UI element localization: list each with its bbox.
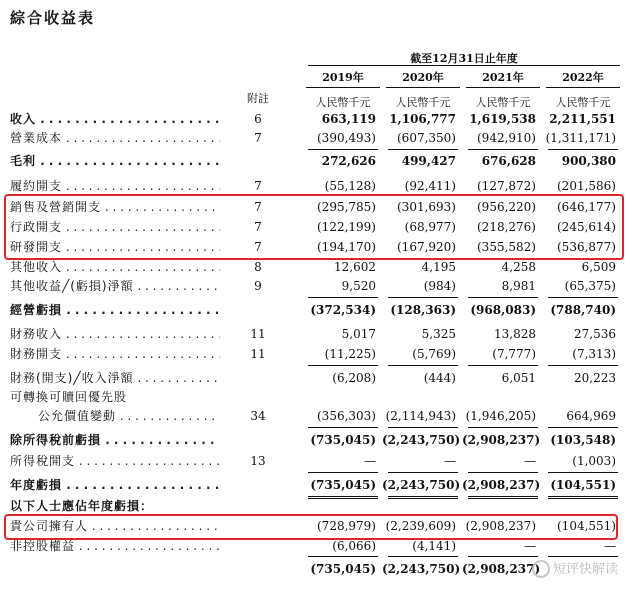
cell-2021: (7,777) (492, 347, 536, 361)
cell-2019: (55,128) (324, 179, 376, 193)
row-label: 可轉換可贖回優先股 (10, 390, 128, 404)
cell-2019: — (364, 454, 376, 468)
cell-2019: 12,602 (334, 260, 376, 274)
cell-2020: (2,114,943) (385, 409, 456, 423)
subtotal-rule (308, 365, 378, 366)
subtotal-rule (388, 297, 458, 298)
subtotal-rule (468, 472, 538, 473)
cell-2020: (167,920) (397, 240, 456, 254)
cell-2019: (11,225) (324, 347, 376, 361)
row-label: 除所得稅前虧損 . . . (10, 431, 220, 449)
cell-2019: (390,493) (317, 131, 376, 145)
unit-label: 人民幣千元 (315, 96, 371, 109)
cell-2021: 1,619,538 (469, 112, 536, 126)
cell-2022: (646,177) (557, 200, 616, 214)
row-label: 經營虧損 . . . (10, 301, 220, 319)
cell-2020: (92,411) (404, 179, 456, 193)
year-column-2022 (546, 70, 620, 110)
year-label: 2020年 (386, 70, 460, 88)
table-row-attributable-heading (0, 497, 632, 515)
row-note: 7 (254, 220, 262, 234)
cell-2022: (788,740) (550, 303, 616, 317)
row-note: 7 (254, 240, 262, 254)
row-label: 貴公司擁有人 . . . (10, 517, 220, 535)
table-row-fulfilment-expenses (0, 177, 632, 195)
cell-2021: (127,872) (477, 179, 536, 193)
statement-title: 綜合收益表 (10, 9, 96, 27)
cell-2021: (956,220) (477, 200, 536, 214)
cell-2022: — (604, 539, 616, 553)
cell-2021: 6,051 (501, 371, 536, 385)
cell-2021: 8,981 (501, 279, 536, 293)
unit-label: 人民幣千元 (475, 96, 531, 109)
cell-2019: (735,045) (310, 478, 376, 492)
cell-2021: 4,258 (501, 260, 536, 274)
cell-2021: (218,276) (477, 220, 536, 234)
cell-2020: (128,363) (390, 303, 456, 317)
table-row-income-tax (0, 452, 632, 470)
watermark-logo-icon (532, 560, 550, 578)
row-label: 研發開支 . . . (10, 238, 220, 256)
table-row-finance-expenses (0, 345, 632, 363)
subtotal-rule (548, 365, 618, 366)
row-note: 13 (250, 454, 266, 468)
note-column-header: 附註 (247, 92, 269, 105)
row-label: 財務開支 . . . (10, 345, 220, 363)
subtotal-rule (388, 556, 458, 557)
subtotal-rule (388, 149, 458, 150)
year-label: 2019年 (306, 70, 380, 88)
subtotal-rule (468, 427, 538, 428)
cell-2022: (201,586) (557, 179, 616, 193)
row-label: 財務(開支)╱收入淨額 . . . (10, 369, 220, 387)
cell-2022: (103,548) (550, 433, 616, 447)
cell-2022: (104,551) (550, 478, 616, 492)
row-label: 收入 . . . (10, 110, 220, 128)
cell-2021: (2,908,237) (462, 433, 541, 447)
table-row-other-income (0, 258, 632, 276)
row-note: 6 (254, 112, 262, 126)
cell-2022: 2,211,551 (549, 112, 616, 126)
table-row-loss-before-tax (0, 431, 632, 449)
cell-2022: (65,375) (564, 279, 616, 293)
row-label: 履約開支 . . . (10, 177, 220, 195)
row-note: 7 (254, 179, 262, 193)
row-note: 9 (254, 279, 262, 293)
cell-2022: (1,003) (572, 454, 616, 468)
table-row-selling-marketing (0, 198, 632, 216)
unit-label: 人民幣千元 (395, 96, 451, 109)
cell-2020: (68,977) (404, 220, 456, 234)
table-row-operating-loss (0, 301, 632, 319)
subtotal-rule (468, 297, 538, 298)
row-note: 11 (250, 327, 266, 341)
cell-2019: (728,979) (317, 519, 376, 533)
table-row-loss-for-year (0, 476, 632, 494)
year-label: 2021年 (466, 70, 540, 88)
cell-2022: 20,223 (574, 371, 616, 385)
watermark-text: 短评快解读 (552, 561, 618, 577)
row-label: 公允價值變動 . . . (38, 407, 220, 425)
cell-2019: (6,066) (332, 539, 376, 553)
cell-2020: (444) (423, 371, 456, 385)
row-label: 其他收入 . . . (10, 258, 220, 276)
cell-2019: (735,045) (310, 433, 376, 447)
subtotal-rule (468, 365, 538, 366)
cell-2019: (356,303) (317, 409, 376, 423)
subtotal-rule (308, 297, 378, 298)
year-column-2020 (386, 70, 460, 110)
cell-2021: — (524, 454, 536, 468)
row-label: 毛利 . . . (10, 152, 220, 170)
row-note: 7 (254, 200, 262, 214)
cell-2021: (2,908,237) (462, 478, 541, 492)
cell-2019: (6,208) (332, 371, 376, 385)
year-label: 2022年 (546, 70, 620, 88)
table-row-rnd (0, 238, 632, 256)
table-row-preferred-shares-heading (0, 388, 632, 406)
table-row-revenue (0, 110, 632, 128)
table-row-administrative (0, 218, 632, 236)
subtotal-rule (468, 556, 538, 557)
cell-2021: (2,908,237) (462, 562, 541, 576)
cell-2020: (2,239,609) (385, 519, 456, 533)
cell-2019: (122,199) (317, 220, 376, 234)
row-label: 其他收益╱(虧損)淨額 . . . (10, 277, 220, 295)
row-note: 7 (254, 131, 262, 145)
subtotal-rule (468, 149, 538, 150)
row-label: 銷售及營銷開支 . . . (10, 198, 220, 216)
table-row-cost-of-sales (0, 129, 632, 147)
table-row-net-finance (0, 369, 632, 387)
subtotal-rule (388, 427, 458, 428)
subtotal-rule (548, 297, 618, 298)
subtotal-rule (308, 149, 378, 150)
cell-2021: (968,083) (470, 303, 536, 317)
subtotal-rule (308, 556, 378, 557)
table-row-owners-of-company (0, 517, 632, 535)
cell-2019: (194,170) (317, 240, 376, 254)
cell-2022: 6,509 (581, 260, 616, 274)
cell-2022: 900,380 (561, 154, 616, 168)
cell-2020: (2,243,750) (382, 433, 461, 447)
cell-2022: 664,969 (566, 409, 616, 423)
cell-2020: (4,141) (412, 539, 456, 553)
cell-2019: (372,534) (310, 303, 376, 317)
subtotal-rule (548, 427, 618, 428)
cell-2020: (984) (423, 279, 456, 293)
cell-2020: 499,427 (401, 154, 456, 168)
row-note: 11 (250, 347, 266, 361)
subtotal-rule (388, 365, 458, 366)
period-rule (308, 65, 620, 66)
row-label: 營業成本 . . . (10, 129, 220, 147)
row-label: 行政開支 . . . (10, 218, 220, 236)
cell-2019: 663,119 (321, 112, 376, 126)
watermark (532, 558, 618, 579)
unit-label: 人民幣千元 (555, 96, 611, 109)
cell-2020: (2,243,750) (382, 478, 461, 492)
period-header: 截至12月31日止年度 (410, 52, 518, 65)
cell-2022: (536,877) (557, 240, 616, 254)
cell-2022: 27,536 (574, 327, 616, 341)
cell-2020: (301,693) (397, 200, 456, 214)
subtotal-rule (548, 149, 618, 150)
subtotal-rule (308, 472, 378, 473)
cell-2020: 1,106,777 (389, 112, 456, 126)
row-label: 年度虧損 . . . (10, 476, 220, 494)
subtotal-rule (308, 427, 378, 428)
cell-2022: (1,311,171) (545, 131, 616, 145)
row-label: 所得稅開支 . . . (10, 452, 220, 470)
cell-2020: — (444, 454, 456, 468)
cell-2020: (5,769) (412, 347, 456, 361)
table-row-gross-profit (0, 152, 632, 170)
cell-2022: (245,614) (557, 220, 616, 234)
table-row-fair-value-change (0, 407, 632, 425)
cell-2021: (1,946,205) (465, 409, 536, 423)
cell-2020: 4,195 (421, 260, 456, 274)
cell-2022: (104,551) (557, 519, 616, 533)
year-column-2021 (466, 70, 540, 110)
row-label: 財務收入 . . . (10, 325, 220, 343)
cell-2019: 9,520 (341, 279, 376, 293)
table-row-non-controlling-interests (0, 537, 632, 555)
cell-2020: (2,243,750) (382, 562, 461, 576)
row-note: 34 (250, 409, 266, 423)
row-label: 非控股權益 . . . (10, 537, 220, 555)
year-column-2019 (306, 70, 380, 110)
cell-2021: (942,910) (477, 131, 536, 145)
cell-2021: (2,908,237) (465, 519, 536, 533)
cell-2021: 676,628 (481, 154, 536, 168)
cell-2019: 5,017 (341, 327, 376, 341)
cell-2020: (607,350) (397, 131, 456, 145)
table-row-finance-income (0, 325, 632, 343)
cell-2021: — (524, 539, 536, 553)
subtotal-rule (388, 472, 458, 473)
cell-2019: (735,045) (310, 562, 376, 576)
cell-2019: 272,626 (321, 154, 376, 168)
cell-2021: (355,582) (477, 240, 536, 254)
cell-2022: (7,313) (572, 347, 616, 361)
subtotal-rule (548, 472, 618, 473)
cell-2020: 5,325 (421, 327, 456, 341)
table-row-other-gains-losses (0, 277, 632, 295)
row-note: 8 (254, 260, 262, 274)
cell-2019: (295,785) (317, 200, 376, 214)
row-label: 以下人士應佔年度虧損： (10, 499, 154, 513)
cell-2021: 13,828 (494, 327, 536, 341)
